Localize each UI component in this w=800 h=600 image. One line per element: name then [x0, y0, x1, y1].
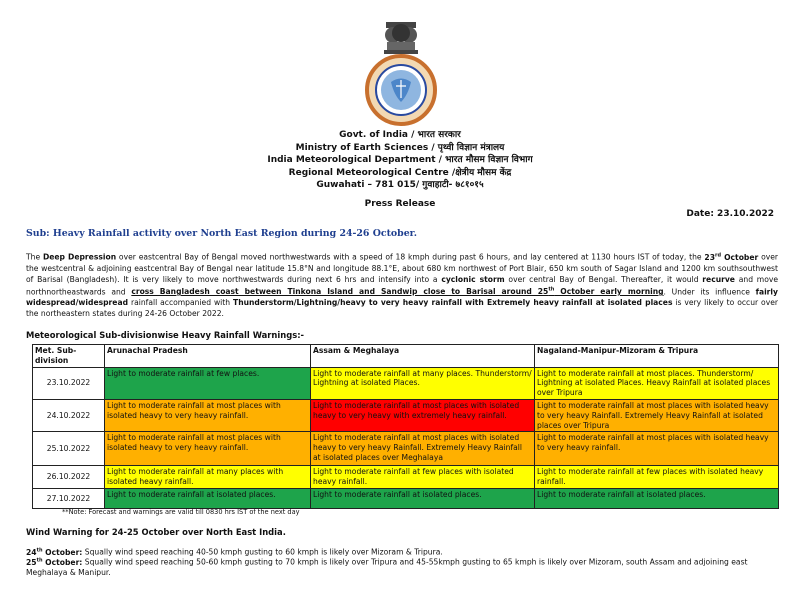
warning-cell: Light to moderate rainfall at most places with isolated heavy to very heavy with extremely heavy rainfall.	[311, 399, 535, 431]
warning-cell: Light to moderate rainfall at most places with isolated heavy to very heavy Rainfall. Extremely Heavy Rainfall at isolated places over Tripura	[535, 399, 779, 431]
table-row	[33, 488, 779, 508]
table-header-row	[33, 345, 779, 368]
warning-cell: Light to moderate rainfall at most places with isolated heavy to very heavy Rainfall. Extremely Heavy Rainfall at isolated places over Meghalaya	[311, 432, 535, 466]
col-header-arunachal: Arunachal Pradesh	[105, 345, 311, 368]
table-row	[33, 367, 779, 399]
header-rmc: Regional Meteorological Centre /क्षेत्रीय मौसम केंद्र	[288, 167, 512, 178]
row-date: 25.10.2022	[33, 432, 105, 466]
warning-cell: Light to moderate rainfall at isolated places.	[535, 488, 779, 508]
table-note: **Note: Forecast and warnings are valid till 0830 hrs IST of the next day	[62, 508, 300, 516]
warning-cell: Light to moderate rainfall at most places with isolated heavy to very heavy rainfall.	[105, 399, 311, 431]
row-date: 23.10.2022	[33, 367, 105, 399]
wind-warning-25: 25th October: Squally wind speed reaching 50-60 kmph gusting to 70 kmph is likely over Tripura and 45-55kmph gusting to 65 kmph is likely over Mizoram, south Assam and adjoining east Meghalaya & Manipur.	[26, 557, 748, 577]
press-release-title: Press Release	[364, 199, 436, 209]
wind-warning-title: Wind Warning for 24-25 October over North East India.	[26, 527, 286, 537]
warning-cell: Light to moderate rainfall at few places.	[105, 367, 311, 399]
row-date: 24.10.2022	[33, 399, 105, 431]
warning-cell: Light to moderate rainfall at many places. Thunderstorm/ Lightning at isolated Places.	[311, 367, 535, 399]
header-address: Guwahati – 781 015/ गुवाहाटी- ७८१०१५	[316, 180, 484, 190]
header-ministry: Ministry of Earth Sciences / पृथ्वी विज्ञान मंत्रालय	[295, 142, 505, 153]
table-row	[33, 432, 779, 466]
warning-cell: Light to moderate rainfall at few places with isolated heavy rainfall.	[535, 466, 779, 489]
release-date: Date: 23.10.2022	[686, 209, 774, 219]
subject-line: Sub: Heavy Rainfall activity over North East Region during 24-26 October.	[26, 228, 418, 239]
warning-cell: Light to moderate rainfall at most places with isolated heavy to very heavy rainfall.	[105, 432, 311, 466]
warnings-table	[32, 344, 779, 509]
body-paragraph: The Deep Depression over eastcentral Bay of Bengal moved northwestwards with a speed of 18 kmph during past 6 hours, and lay centered at 1130 hours IST of today, the 23rd October over the westcentral & adjoining eastcentral Bay of Bengal near latitude 15.8°N and longitude 88.1°E, about 680 km northwest of Port Blair, 650 km south of Sagar Island and 1200 km southsouthwest of Barisal (Bangladesh). It is very likely to move northwestwards during next 6 hrs and intensify into a cyclonic storm over central Bay of Bengal. Thereafter, it would recurve and move northnortheastwards and cross Bangladesh coast between Tinkona Island and Sandwip close to Barisal around 25th October early morning. Under its influence fairly widespread/widespread rainfall accompanied with Thunderstorm/Lightning/heavy to very heavy rainfall with Extremely heavy rainfall at isolated places is very likely to occur over the northeastern states during 24-26 October 2022.	[26, 252, 779, 319]
header-imd: India Meteorological Department / भारत मौसम विज्ञान विभाग	[267, 155, 533, 165]
warning-cell: Light to moderate rainfall at few places with isolated heavy rainfall.	[311, 466, 535, 489]
table-title: Meteorological Sub-divisionwise Heavy Rainfall Warnings:-	[26, 330, 305, 340]
warning-cell: Light to moderate rainfall at isolated places.	[311, 488, 535, 508]
warning-cell: Light to moderate rainfall at most places. Thunderstorm/ Lightning at isolated Places. Heavy Rainfall at isolated places over Tripura	[535, 367, 779, 399]
col-header-nmmt: Nagaland-Manipur-Mizoram & Tripura	[535, 345, 779, 368]
warning-cell: Light to moderate rainfall at isolated places.	[105, 488, 311, 508]
header-govt: Govt. of India / भारत सरकार	[339, 130, 461, 140]
col-header-subdivision: Met. Sub-division	[33, 345, 105, 368]
warning-cell: Light to moderate rainfall at most places with isolated heavy to very heavy rainfall.	[535, 432, 779, 466]
table-row	[33, 466, 779, 489]
imd-emblem-logo	[356, 20, 446, 132]
table-row	[33, 399, 779, 431]
row-date: 27.10.2022	[33, 488, 105, 508]
header-block	[0, 129, 800, 192]
row-date: 26.10.2022	[33, 466, 105, 489]
warning-cell: Light to moderate rainfall at many places with isolated heavy rainfall.	[105, 466, 311, 489]
col-header-assam-meghalaya: Assam & Meghalaya	[311, 345, 535, 368]
wind-warning-24: 24th October: Squally wind speed reaching 40-50 kmph gusting to 60 kmph is likely over Mizoram & Tripura.	[26, 547, 443, 557]
